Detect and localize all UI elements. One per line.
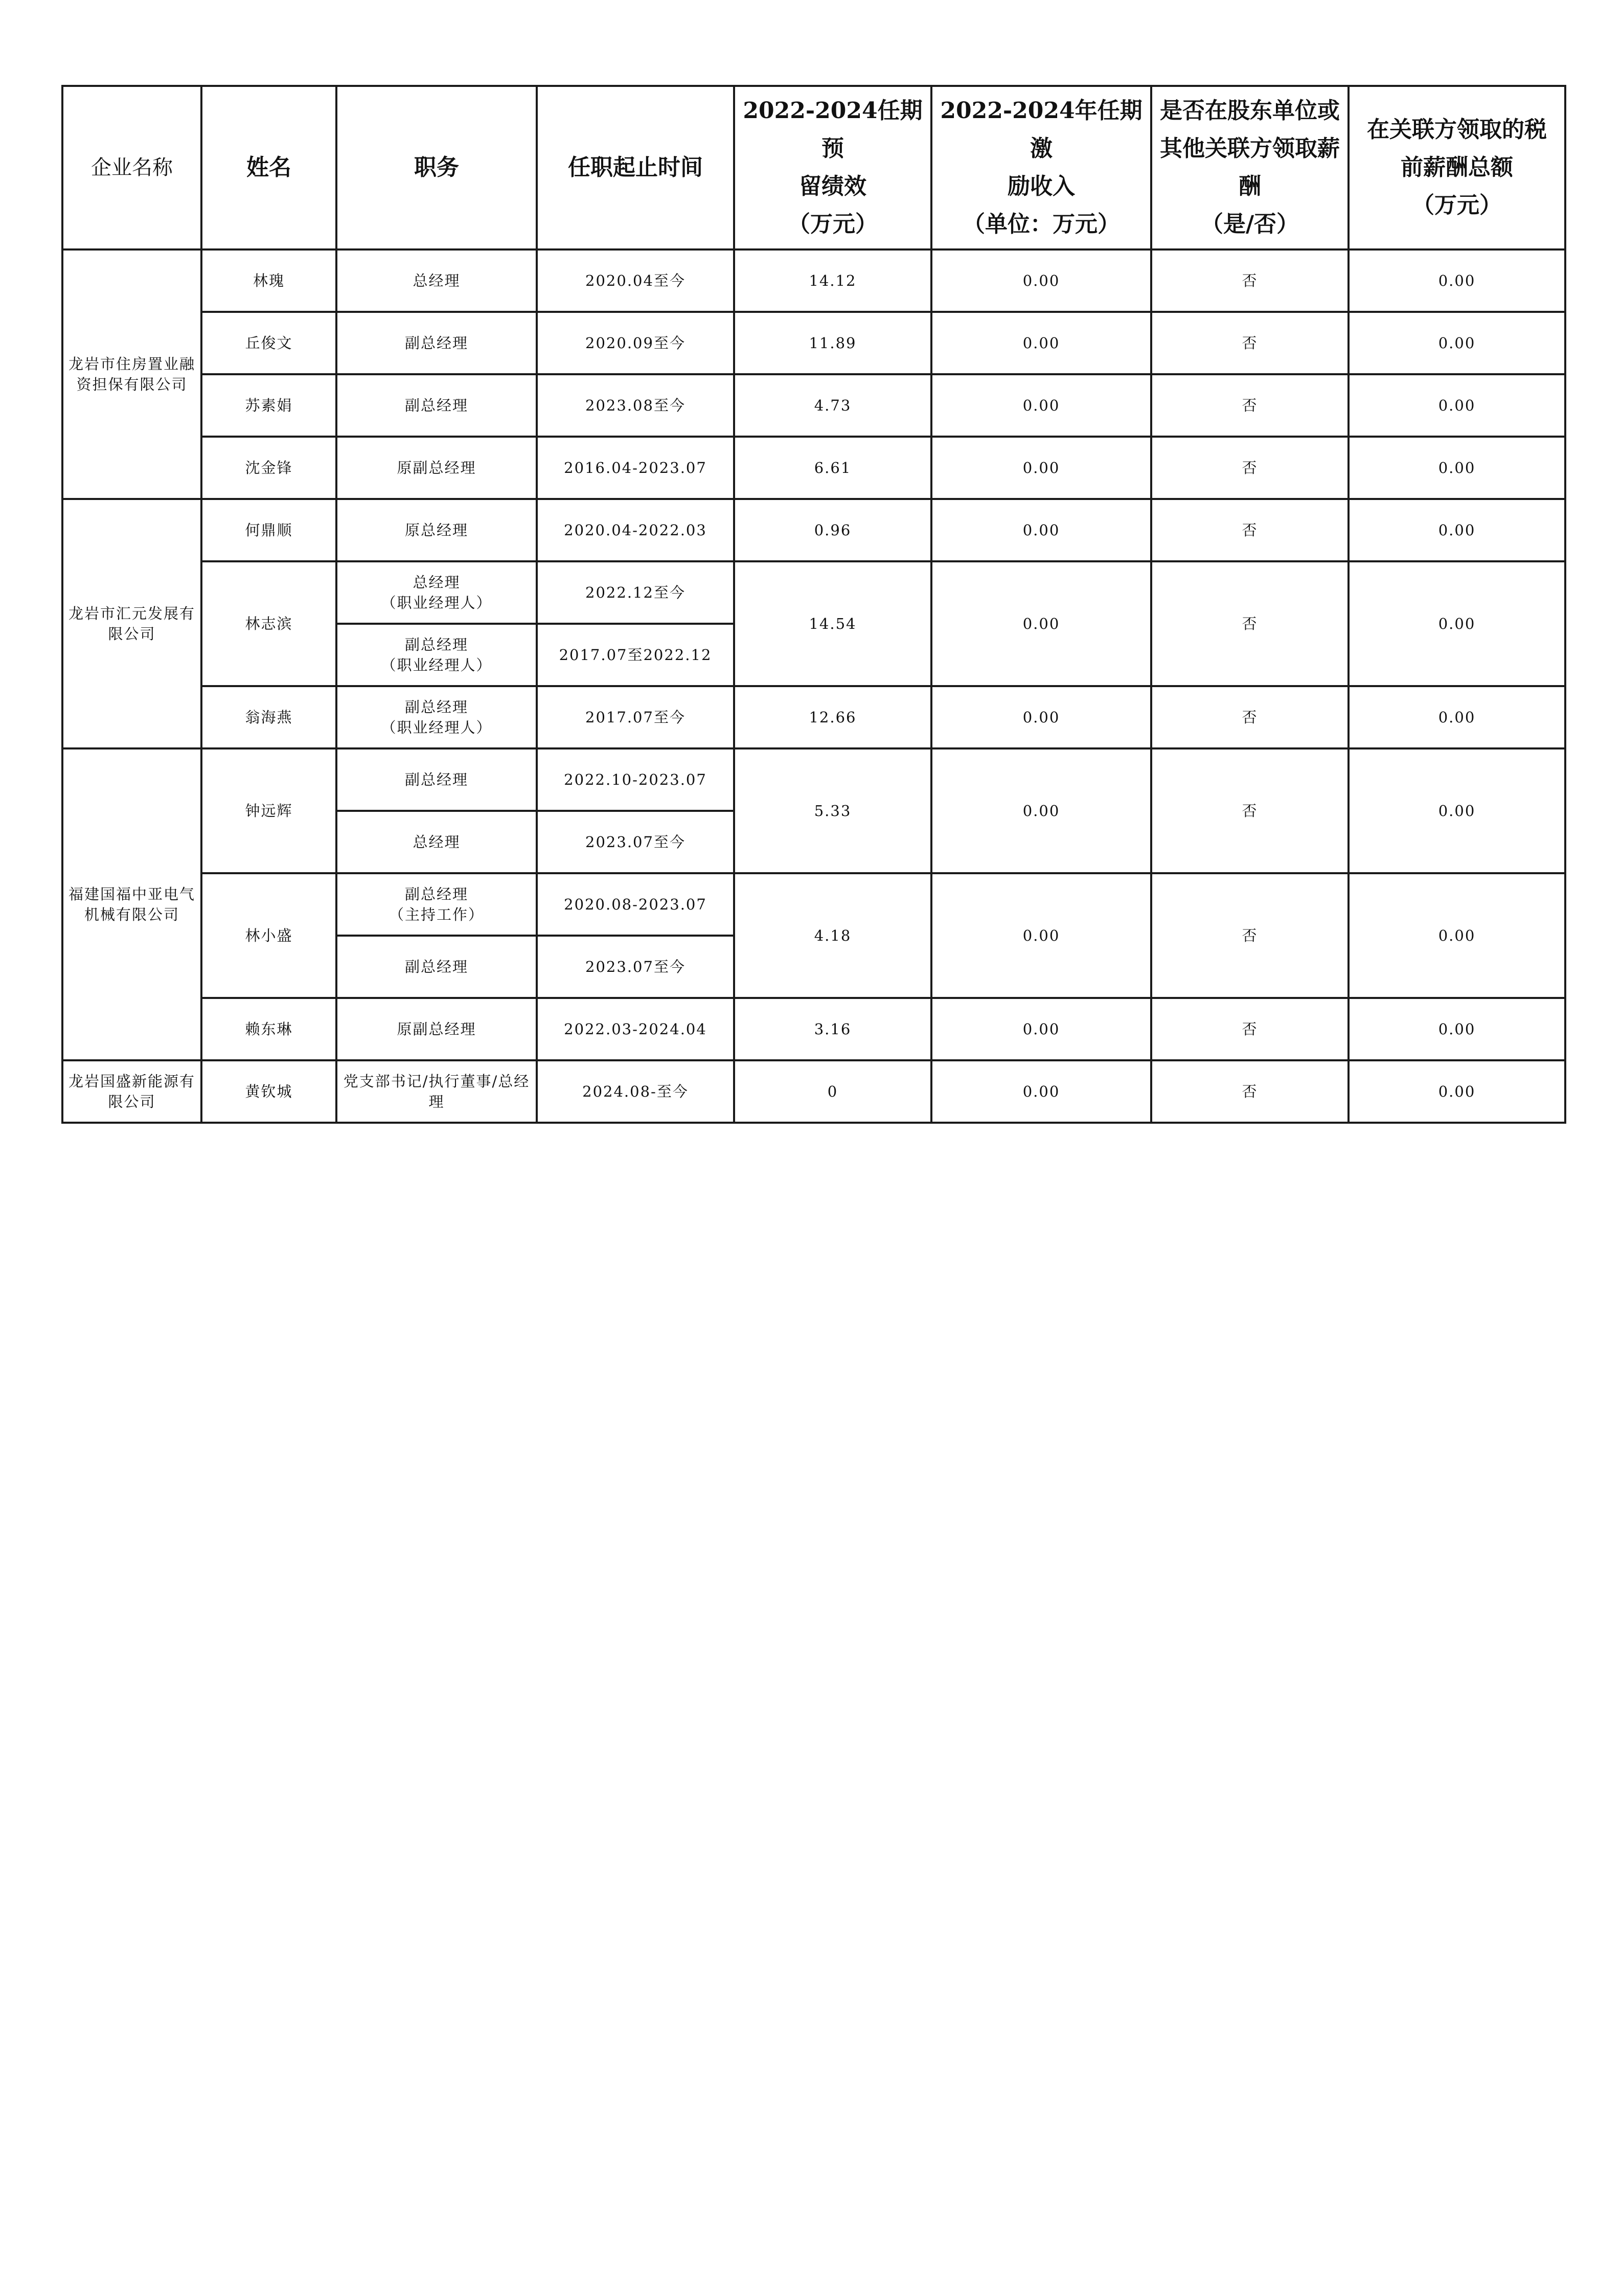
tenure-cell: 2020.04-2022.03: [537, 499, 734, 561]
performance-cell: 5.33: [734, 748, 931, 873]
related-amount-cell: 0.00: [1349, 686, 1565, 748]
incentive-cell: 0.00: [931, 374, 1151, 437]
related-flag-cell: 否: [1151, 1060, 1349, 1123]
position-cell: 原总经理: [336, 499, 537, 561]
position-cell: 总经理: [336, 811, 537, 873]
related-flag-cell: 否: [1151, 249, 1349, 312]
header-performance-line: 2022-2024任期预: [743, 98, 923, 162]
incentive-cell: 0.00: [931, 873, 1151, 998]
performance-cell: 4.73: [734, 374, 931, 437]
incentive-cell: 0.00: [931, 499, 1151, 561]
position-cell: 副总经理 （职业经理人）: [336, 624, 537, 686]
table-row: [62, 1060, 1565, 1123]
related-amount-cell: 0.00: [1349, 873, 1565, 998]
header-related-amount-line: 前薪酬总额: [1401, 154, 1513, 180]
person-name-cell: 林瑰: [201, 249, 336, 312]
header-incentive-line: 2022-2024年任期激: [940, 98, 1143, 162]
tenure-cell: 2024.08-至今: [537, 1060, 734, 1123]
header-incentive: [931, 86, 1151, 249]
table-row: [62, 499, 1565, 561]
person-name-cell: 赖东琳: [201, 998, 336, 1060]
person-name-cell: 丘俊文: [201, 312, 336, 374]
header-related-amount-line: 在关联方领取的税: [1367, 117, 1547, 143]
header-related-flag-line: 其他关联方领取薪: [1160, 135, 1340, 162]
header-performance-line: （万元）: [788, 211, 878, 237]
header-performance: [734, 86, 931, 249]
person-name-cell: 林小盛: [201, 873, 336, 998]
tenure-cell: 2020.08-2023.07: [537, 873, 734, 936]
person-name-cell: 何鼎顺: [201, 499, 336, 561]
table-row: [62, 374, 1565, 437]
related-amount-cell: 0.00: [1349, 998, 1565, 1060]
incentive-cell: 0.00: [931, 998, 1151, 1060]
table-row: [62, 748, 1565, 811]
performance-cell: 14.12: [734, 249, 931, 312]
incentive-cell: 0.00: [931, 437, 1151, 499]
related-flag-cell: 否: [1151, 312, 1349, 374]
table-body: [62, 249, 1565, 1123]
position-cell: 原副总经理: [336, 998, 537, 1060]
related-amount-cell: 0.00: [1349, 249, 1565, 312]
position-cell: 党支部书记/执行董事/总经理: [336, 1060, 537, 1123]
header-related-flag: [1151, 86, 1349, 249]
related-amount-cell: 0.00: [1349, 312, 1565, 374]
header-tenure: 任职起止时间: [537, 86, 734, 249]
related-flag-cell: 否: [1151, 374, 1349, 437]
company-name-cell: 福建国福中亚电气机械有限公司: [62, 748, 201, 1060]
header-related-amount-line: （万元）: [1412, 192, 1502, 218]
header-related-amount: [1349, 86, 1565, 249]
tenure-cell: 2023.07至今: [537, 936, 734, 998]
performance-cell: 3.16: [734, 998, 931, 1060]
table-row: [62, 249, 1565, 312]
tenure-cell: 2016.04-2023.07: [537, 437, 734, 499]
performance-cell: 4.18: [734, 873, 931, 998]
related-flag-cell: 否: [1151, 437, 1349, 499]
header-row: [62, 86, 1565, 249]
tenure-cell: 2022.12至今: [537, 561, 734, 624]
incentive-cell: 0.00: [931, 1060, 1151, 1123]
tenure-cell: 2022.10-2023.07: [537, 748, 734, 811]
related-flag-cell: 否: [1151, 748, 1349, 873]
header-position: 职务: [336, 86, 537, 249]
related-amount-cell: 0.00: [1349, 748, 1565, 873]
person-name-cell: 林志滨: [201, 561, 336, 686]
performance-cell: 0.96: [734, 499, 931, 561]
header-company: 企业名称: [62, 86, 201, 249]
company-name-cell: 龙岩市住房置业融资担保有限公司: [62, 249, 201, 499]
person-name-cell: 翁海燕: [201, 686, 336, 748]
table-row: [62, 561, 1565, 624]
company-name-cell: 龙岩市汇元发展有限公司: [62, 499, 201, 748]
table-row: [62, 998, 1565, 1060]
position-cell: 原副总经理: [336, 437, 537, 499]
incentive-cell: 0.00: [931, 249, 1151, 312]
performance-cell: 11.89: [734, 312, 931, 374]
table-row: [62, 686, 1565, 748]
table-row: [62, 873, 1565, 936]
performance-cell: 0: [734, 1060, 931, 1123]
incentive-cell: 0.00: [931, 561, 1151, 686]
related-flag-cell: 否: [1151, 561, 1349, 686]
related-flag-cell: 否: [1151, 873, 1349, 998]
performance-cell: 6.61: [734, 437, 931, 499]
table-row: [62, 312, 1565, 374]
header-related-flag-line: 是否在股东单位或: [1160, 98, 1340, 124]
related-flag-cell: 否: [1151, 686, 1349, 748]
related-flag-cell: 否: [1151, 499, 1349, 561]
related-flag-cell: 否: [1151, 998, 1349, 1060]
person-name-cell: 钟远辉: [201, 748, 336, 873]
related-amount-cell: 0.00: [1349, 374, 1565, 437]
table-row: [62, 437, 1565, 499]
position-cell: 副总经理: [336, 312, 537, 374]
incentive-cell: 0.00: [931, 748, 1151, 873]
person-name-cell: 沈金锋: [201, 437, 336, 499]
company-name-cell: 龙岩国盛新能源有限公司: [62, 1060, 201, 1123]
performance-cell: 14.54: [734, 561, 931, 686]
tenure-cell: 2023.07至今: [537, 811, 734, 873]
header-related-flag-line: 酬: [1239, 173, 1261, 199]
position-cell: 副总经理: [336, 374, 537, 437]
position-cell: 总经理 （职业经理人）: [336, 561, 537, 624]
incentive-cell: 0.00: [931, 312, 1151, 374]
position-cell: 总经理: [336, 249, 537, 312]
position-cell: 副总经理 （主持工作）: [336, 873, 537, 936]
person-name-cell: 黄钦城: [201, 1060, 336, 1123]
header-related-flag-line: （是/否）: [1200, 211, 1299, 237]
header-incentive-line: （单位：万元）: [963, 211, 1120, 237]
performance-cell: 12.66: [734, 686, 931, 748]
related-amount-cell: 0.00: [1349, 499, 1565, 561]
compensation-table: [61, 85, 1566, 1124]
person-name-cell: 苏素娟: [201, 374, 336, 437]
header-incentive-line: 励收入: [1008, 173, 1075, 199]
related-amount-cell: 0.00: [1349, 1060, 1565, 1123]
position-cell: 副总经理: [336, 748, 537, 811]
position-cell: 副总经理 （职业经理人）: [336, 686, 537, 748]
tenure-cell: 2022.03-2024.04: [537, 998, 734, 1060]
header-performance-line: 留绩效: [799, 173, 866, 199]
tenure-cell: 2020.04至今: [537, 249, 734, 312]
related-amount-cell: 0.00: [1349, 437, 1565, 499]
tenure-cell: 2023.08至今: [537, 374, 734, 437]
tenure-cell: 2017.07至2022.12: [537, 624, 734, 686]
tenure-cell: 2017.07至今: [537, 686, 734, 748]
tenure-cell: 2020.09至今: [537, 312, 734, 374]
header-name: 姓名: [201, 86, 336, 249]
related-amount-cell: 0.00: [1349, 561, 1565, 686]
position-cell: 副总经理: [336, 936, 537, 998]
incentive-cell: 0.00: [931, 686, 1151, 748]
